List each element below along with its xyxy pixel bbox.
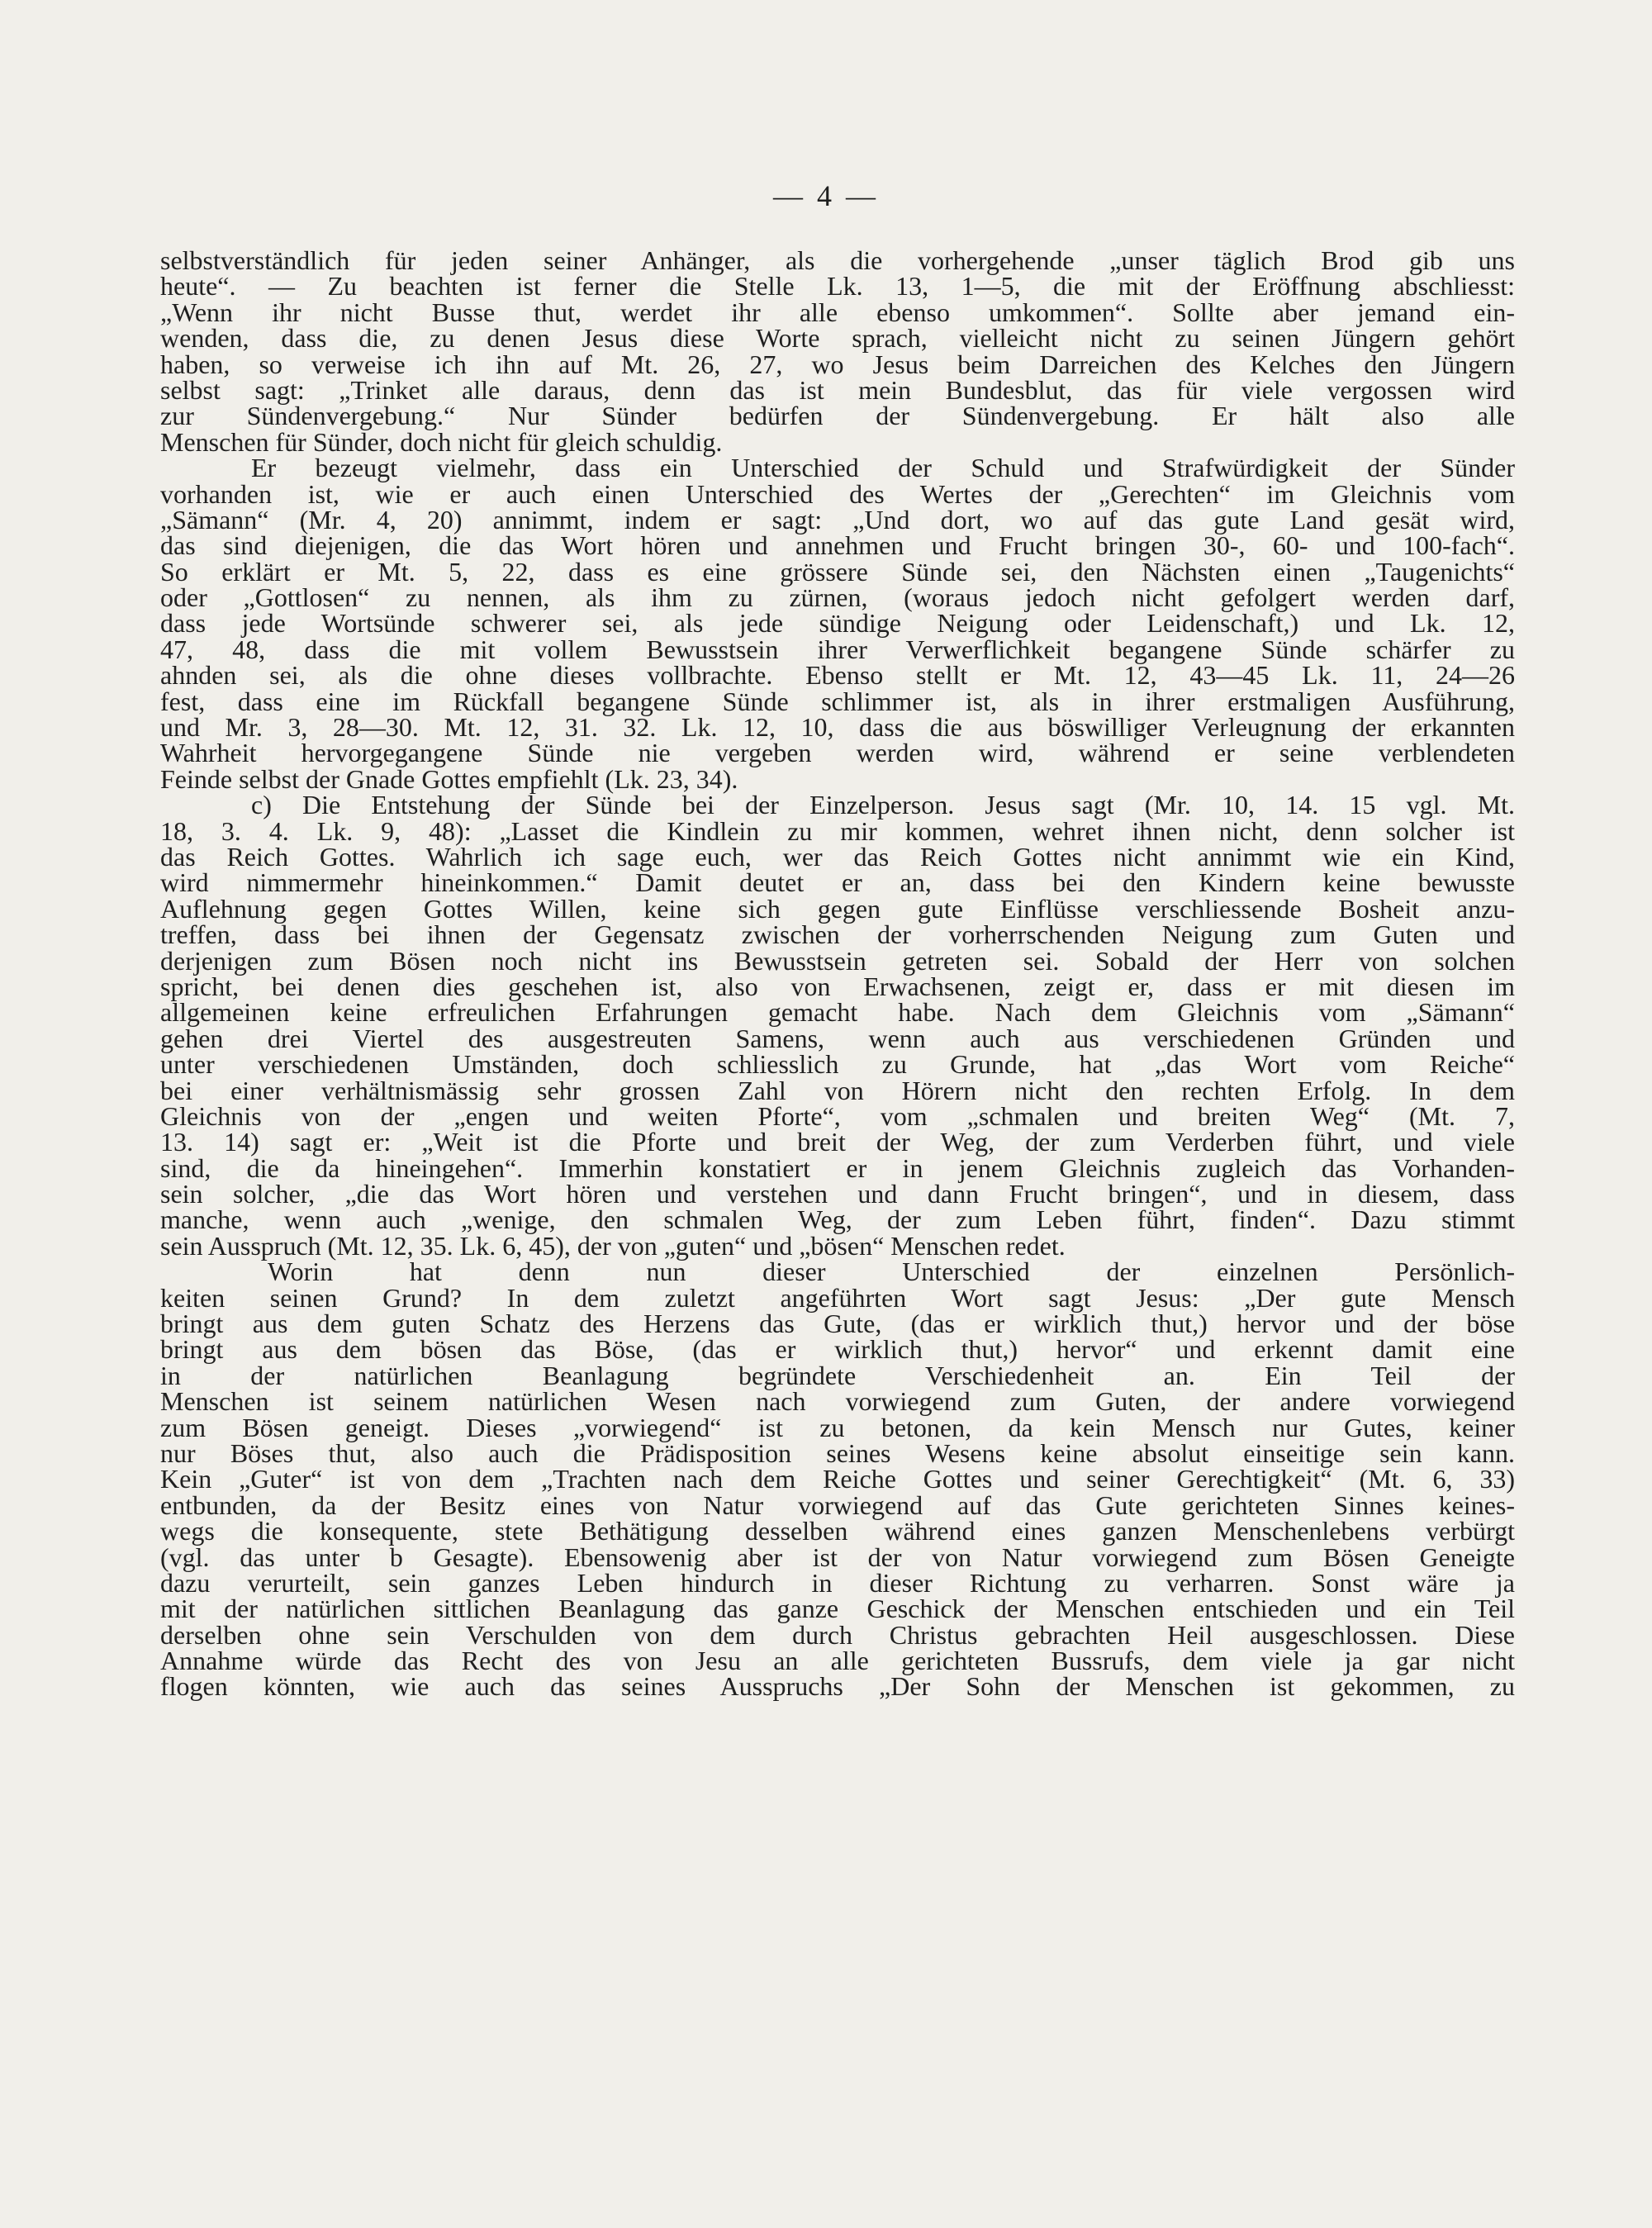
text-line: gehen drei Viertel des ausgestreuten Samens, wenn auch aus verschiedenen Gründen und	[160, 1023, 1515, 1053]
text-line: keiten seinen Grund? In dem zuletzt angeführten Wort sagt Jesus: „Der gute Mensch	[160, 1282, 1515, 1313]
text-line: c) Die Entstehung der Sünde bei der Einzelperson. Jesus sagt (Mr. 10, 14. 15 vgl. Mt.	[251, 790, 1515, 820]
text-line: Menschen für Sünder, doch nicht für gleich schuldig.	[160, 426, 723, 457]
text-line: und Mr. 3, 28—30. Mt. 12, 31. 32. Lk. 12, 10, dass die aus böswilliger Verleugnung der erkannten	[160, 712, 1515, 743]
text-line: 18, 3. 4. Lk. 9, 48): „Lasset die Kindlein zu mir kommen, wehret ihnen nicht, denn solcher ist	[160, 815, 1515, 846]
text-line: Auflehnung gegen Gottes Willen, keine sich gegen gute Einflüsse verschliessende Bosheit anzu-	[160, 893, 1515, 924]
text-line: wird nimmermehr hineinkommen.“ Damit deutet er an, dass bei den Kindern keine bewusste	[160, 867, 1515, 898]
text-line: das sind diejenigen, die das Wort hören und annehmen und Frucht bringen 30-, 60- und 100-fach“.	[160, 530, 1515, 561]
text-line: derselben ohne sein Verschulden von dem durch Christus gebrachten Heil ausgeschlossen. Diese	[160, 1619, 1515, 1650]
text-line: dass jede Wortsünde schwerer sei, als jede sündige Neigung oder Leidenschaft,) und Lk. 12,	[160, 608, 1515, 639]
text-line: bei einer verhältnismässig sehr grossen Zahl von Hörern nicht den rechten Erfolg. In dem	[160, 1075, 1515, 1105]
text-line: Wahrheit hervorgegangene Sünde nie vergeben werden wird, während er seine verblendeten	[160, 738, 1515, 768]
text-line: in der natürlichen Beanlagung begründete Verschiedenheit an. Ein Teil der	[160, 1360, 1515, 1390]
text-line: „Wenn ihr nicht Busse thut, werdet ihr alle ebenso umkommen“. Sollte aber jemand ein-	[160, 297, 1515, 327]
text-line: wenden, dass die, zu denen Jesus diese Worte sprach, vielleicht nicht zu seinen Jüngern gehört	[160, 323, 1515, 354]
text-line: zum Bösen geneigt. Dieses „vorwiegend“ ist zu betonen, da kein Mensch nur Gutes, keiner	[160, 1412, 1515, 1442]
text-line: sein solcher, „die das Wort hören und verstehen und dann Frucht bringen“, und in diesem, dass	[160, 1179, 1515, 1209]
body-text	[160, 245, 1515, 1702]
text-line: manche, wenn auch „wenige, den schmalen Weg, der zum Leben führt, finden“. Dazu stimmt	[160, 1204, 1515, 1235]
text-line: Feinde selbst der Gnade Gottes empfiehlt (Lk. 23, 34).	[160, 763, 738, 794]
text-line: 13. 14) sagt er: „Weit ist die Pforte und breit der Weg, der zum Verderben führt, und viele	[160, 1127, 1515, 1157]
text-line: selbstverständlich für jeden seiner Anhänger, als die vorhergehende „unser täglich Brod gib uns	[160, 245, 1515, 275]
text-line: fest, dass eine im Rückfall begangene Sünde schlimmer ist, als in ihrer erstmaligen Ausführung,	[160, 686, 1515, 716]
text-line: dazu verurteilt, sein ganzes Leben hindurch in dieser Richtung zu verharren. Sonst wäre ja	[160, 1567, 1515, 1598]
text-line: das Reich Gottes. Wahrlich ich sage euch, wer das Reich Gottes nicht annimmt wie ein Kind,	[160, 841, 1515, 872]
text-line: Gleichnis von der „engen und weiten Pforte“, vom „schmalen und breiten Weg“ (Mt. 7,	[160, 1100, 1515, 1131]
text-line: vorhanden ist, wie er auch einen Unterschied des Wertes der „Gerechten“ im Gleichnis vom	[160, 478, 1515, 509]
text-line: unter verschiedenen Umständen, doch schliesslich zu Grunde, hat „das Wort vom Reiche“	[160, 1049, 1515, 1080]
text-line: Kein „Guter“ ist von dem „Trachten nach dem Reiche Gottes und seiner Gerechtigkeit“ (Mt. 6, 33)	[160, 1464, 1515, 1494]
text-line: 47, 48, dass die mit vollem Bewusstsein ihrer Verwerflichkeit begangene Sünde schärfer zu	[160, 634, 1515, 664]
text-line: oder „Gottlosen“ zu nennen, als ihm zu zürnen, (woraus jedoch nicht gefolgert werden darf,	[160, 582, 1515, 613]
text-line: heute“. — Zu beachten ist ferner die Stelle Lk. 13, 1—5, die mit der Eröffnung abschliesst:	[160, 271, 1515, 302]
text-line: zur Sündenvergebung.“ Nur Sünder bedürfen der Sündenvergebung. Er hält also alle	[160, 401, 1515, 431]
text-line: nur Böses thut, also auch die Prädisposition seines Wesens keine absolut einseitige sein kann.	[160, 1437, 1515, 1468]
text-line: bringt aus dem bösen das Böse, (das er wirklich thut,) hervor“ und erkennt damit eine	[160, 1334, 1515, 1365]
text-line: Menschen ist seinem natürlichen Wesen nach vorwiegend zum Guten, der andere vorwiegend	[160, 1386, 1515, 1417]
text-line: treffen, dass bei ihnen der Gegensatz zwischen der vorherrschenden Neigung zum Guten und	[160, 919, 1515, 950]
page-number-header: — 4 —	[773, 179, 879, 212]
text-line: haben, so verweise ich ihn auf Mt. 26, 27, wo Jesus beim Darreichen des Kelches den Jüngern	[160, 349, 1515, 379]
text-line: Annahme würde das Recht des von Jesu an alle gerichteten Bussrufs, dem viele ja gar nicht	[160, 1646, 1515, 1676]
text-line: bringt aus dem guten Schatz des Herzens das Gute, (das er wirklich thut,) hervor und der böse	[160, 1309, 1515, 1339]
text-line: mit der natürlichen sittlichen Beanlagung das ganze Geschick der Menschen entschieden und ein Teil	[160, 1594, 1515, 1624]
text-line: wegs die konsequente, stete Bethätigung desselben während eines ganzen Menschenlebens verbürgt	[160, 1516, 1515, 1546]
text-line: (vgl. das unter b Gesagte). Ebensowenig aber ist der von Natur vorwiegend zum Bösen Geneigte	[160, 1542, 1515, 1572]
text-line: spricht, bei denen dies geschehen ist, also von Erwachsenen, zeigt er, dass er mit diesen im	[160, 971, 1515, 1001]
text-line: entbunden, da der Besitz eines von Natur vorwiegend auf das Gute gerichteten Sinnes keines-	[160, 1489, 1515, 1520]
text-line: Worin hat denn nun dieser Unterschied der einzelnen Persönlich-	[268, 1257, 1515, 1287]
text-line: Er bezeugt vielmehr, dass ein Unterschied der Schuld und Strafwürdigkeit der Sünder	[251, 453, 1515, 483]
text-line: So erklärt er Mt. 5, 22, dass es eine grössere Sünde sei, den Nächsten einen „Taugenichts“	[160, 556, 1515, 587]
text-line: flogen könnten, wie auch das seines Ausspruchs „Der Sohn der Menschen ist gekommen, zu	[160, 1671, 1515, 1702]
text-line: sind, die da hineingehen“. Immerhin konstatiert er in jenem Gleichnis zugleich das Vorhanden-	[160, 1152, 1515, 1183]
text-line: selbst sagt: „Trinket alle daraus, denn das ist mein Bundesblut, das für viele vergossen wird	[160, 374, 1515, 405]
text-line: sein Ausspruch (Mt. 12, 35. Lk. 6, 45), der von „guten“ und „bösen“ Menschen redet.	[160, 1230, 1066, 1261]
text-line: allgemeinen keine erfreulichen Erfahrungen gemacht habe. Nach dem Gleichnis vom „Sämann“	[160, 997, 1515, 1028]
text-line: ahnden sei, als die ohne dieses vollbrachte. Ebenso stellt er Mt. 12, 43—45 Lk. 11, 24—26	[160, 660, 1515, 691]
text-line: derjenigen zum Bösen noch nicht ins Bewusstsein getreten sei. Sobald der Herr von solchen	[160, 945, 1515, 976]
text-line: „Sämann“ (Mr. 4, 20) annimmt, indem er sagt: „Und dort, wo auf das gute Land gesät wird,	[160, 504, 1515, 534]
